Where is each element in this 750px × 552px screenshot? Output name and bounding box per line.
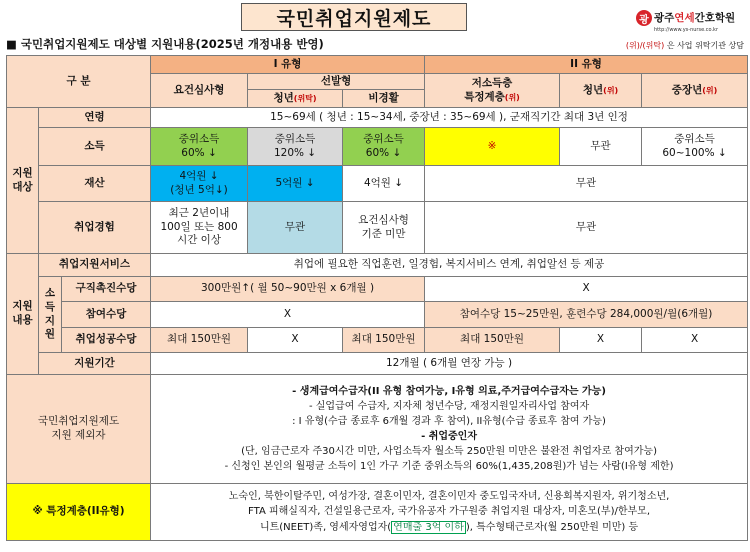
section-jiwon-naeyong: 지원내용 xyxy=(7,254,39,375)
header-jungjang: 중장년(위) xyxy=(642,74,748,108)
exclusion-label: 국민취업지원제도 지원 제외자 xyxy=(7,375,151,484)
header-bigyeong: 비경활 xyxy=(343,90,425,108)
gujik-type2: X xyxy=(425,277,748,302)
chamyeo-type1: X xyxy=(151,302,425,328)
success-jungjang: X xyxy=(642,328,748,353)
success-yogeon: 최대 150만원 xyxy=(151,328,248,353)
page-title-text: 국민취업지원제도 xyxy=(276,7,432,30)
logo-url: http://www.ys-nurse.co.kr xyxy=(654,27,719,33)
exp-type2: 무관 xyxy=(425,202,748,254)
header-type2: II 유형 xyxy=(425,56,748,74)
service-value: 취업에 필요한 직업훈련, 일경험, 복지서비스 연계, 취업알선 등 제공 xyxy=(151,254,748,277)
label-sodeuk-jiwon: 소 득 지 원 xyxy=(39,277,62,353)
subtitle: ■ 국민취업지원제도 대상별 지원내용(2025년 개정내용 반영) xyxy=(6,37,324,51)
header-seonbal: 선발형 xyxy=(248,74,425,90)
period-value: 12개월 ( 6개월 연장 가능 ) xyxy=(151,353,748,375)
income-jeoso: ※ xyxy=(425,128,560,166)
logo-name: 광주연세간호학원 xyxy=(654,12,736,24)
row-label-service: 취업지원서비스 xyxy=(39,254,151,277)
page-title xyxy=(241,3,467,31)
header-type1: I 유형 xyxy=(151,56,425,74)
header-jeoso: 저소득층 특정계층(위) xyxy=(425,74,560,108)
special-details: 노숙인, 북한이탈주민, 여성가장, 결혼이민자, 결혼이민자 중도입국자녀, 신용회복지원자, 위기청소년, FTA 피해실직자, 건설일용근로자, 국가유공자 가구원중 취업지원 대상자, 미혼모(부)/한부모, 니트(NEET)족, 영세자영업자( 연매출 3억 이하 ), 특수형태근로자(월 250만원 미만) 등 xyxy=(151,484,748,541)
header-gubun: 구 분 xyxy=(7,56,151,108)
exp-bigyeong: 요건심사형 기준 미만 xyxy=(343,202,425,254)
exp-yogeon: 최근 2년이내 100일 또는 800 시간 이상 xyxy=(151,202,248,254)
logo-mark-icon: 광 xyxy=(636,10,652,26)
income-cheongnyeon: 중위소득 120% ↓ xyxy=(248,128,343,166)
row-label-period: 지원기간 xyxy=(39,353,151,375)
agency-note: (위)/(위탁) 은 사업 위탁기관 상담 xyxy=(625,41,744,50)
row-label-success: 취업성공수당 xyxy=(62,328,151,353)
income-bigyeong: 중위소득 60% ↓ xyxy=(343,128,425,166)
section-jiwon-daesang: 지원대상 xyxy=(7,108,39,254)
header-cheongnyeon2: 청년(위) xyxy=(560,74,642,108)
chamyeo-type2: 참여수당 15~25만원, 훈련수당 284,000원/월(6개월) xyxy=(425,302,748,328)
row-label-income: 소득 xyxy=(39,128,151,166)
gujik-type1: 300만원↑( 월 50~90만원 x 6개월 ) xyxy=(151,277,425,302)
income-cheongnyeon2: 무관 xyxy=(560,128,642,166)
income-yogeon: 중위소득 60% ↓ xyxy=(151,128,248,166)
exp-cheongnyeon: 무관 xyxy=(248,202,343,254)
age-value: 15~69세 ( 청년 : 15~34세, 중장년 : 35~69세 ), 군재직기간 최대 3년 인정 xyxy=(151,108,748,128)
academy-logo xyxy=(636,10,748,40)
row-label-experience: 취업경험 xyxy=(39,202,151,254)
income-jungjang: 중위소득 60~100% ↓ xyxy=(642,128,748,166)
special-label: ※ 특정계층(II유형) xyxy=(7,484,151,541)
row-label-gujik: 구직촉진수당 xyxy=(62,277,151,302)
success-cheongnyeon: X xyxy=(248,328,343,353)
property-bigyeong: 4억원 ↓ xyxy=(343,166,425,202)
revenue-highlight: 연매출 3억 이하 xyxy=(393,521,464,533)
success-jeoso: 최대 150만원 xyxy=(425,328,560,353)
property-cheongnyeon: 5억원 ↓ xyxy=(248,166,343,202)
property-type2: 무관 xyxy=(425,166,748,202)
support-table xyxy=(6,55,748,541)
header-yogeon: 요건심사형 xyxy=(151,74,248,108)
row-label-property: 재산 xyxy=(39,166,151,202)
header-cheongnyeon: 청년(위탁) xyxy=(248,90,343,108)
success-cheongnyeon2: X xyxy=(560,328,642,353)
row-label-chamyeo: 참여수당 xyxy=(62,302,151,328)
exclusion-details: - 생계급여수급자(II 유형 참여가능, I유형 의료,주거급여수급자는 가능) - 실업급여 수급자, 지자체 청년수당, 재정지원일자리사업 참여자 : I 유형(수급 종료후 6개월 경과 후 참여), II유형(수급 종료후 참여 가능) - 취업중인자 (단, 임금근로자 주30시간 미만, 사업소득자 월소득 250만원 미만은 불완전 취업자로 참여가능) - 신청인 본인의 월평균 소득이 1인 가구 기준 중위소득의 60%(1,435,208원)가 넘는 사람(I유형 제한) xyxy=(151,375,748,484)
property-yogeon: 4억원 ↓ (청년 5억↓) xyxy=(151,166,248,202)
row-label-age: 연령 xyxy=(39,108,151,128)
success-bigyeong: 최대 150만원 xyxy=(343,328,425,353)
